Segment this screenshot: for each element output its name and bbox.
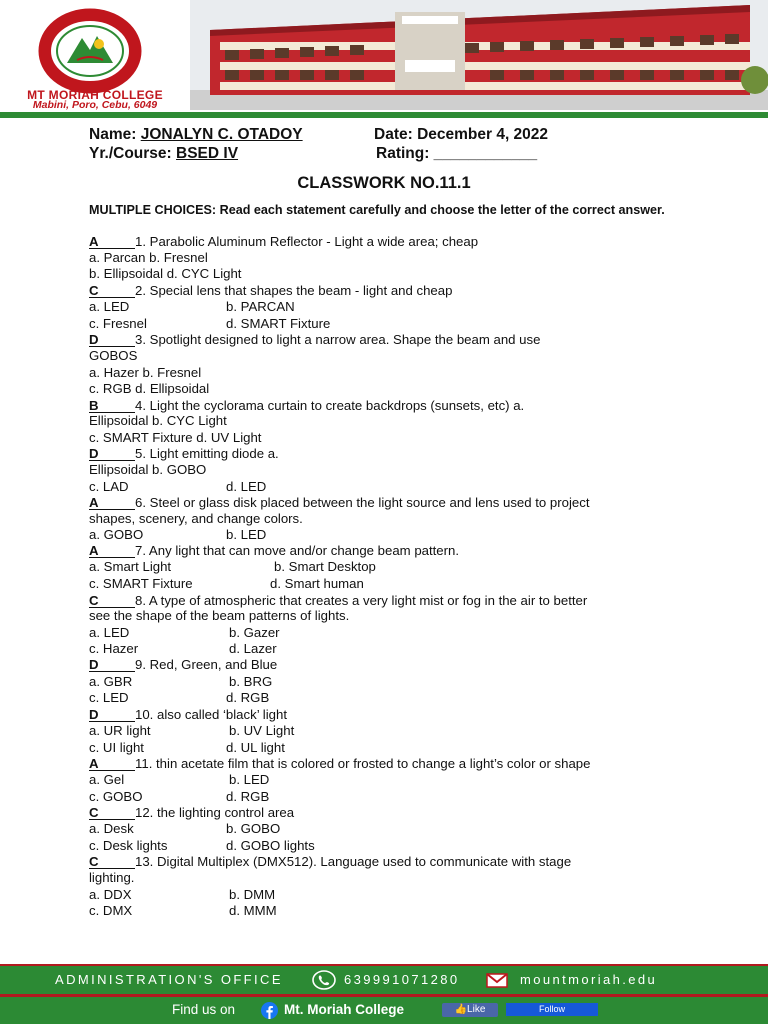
question-text: 7. Any light that can move and/or change beam pattern. <box>135 543 460 558</box>
option: a. GOBO <box>89 527 144 542</box>
answer-10: D <box>89 708 135 722</box>
letterhead <box>0 0 768 118</box>
college-seal-logo <box>37 8 143 94</box>
answer-13: C <box>89 855 135 869</box>
follow-button[interactable]: Follow <box>506 1003 598 1016</box>
answer-9: D <box>89 658 135 672</box>
question-6-cont: shapes, scenery, and change colors. <box>89 511 303 526</box>
question-text: 10. also called ‘black’ light <box>135 707 287 722</box>
question-text: 12. the lighting control area <box>135 805 295 820</box>
question-text: 8. A type of atmospheric that creates a very light mist or fog in the air to better <box>135 593 588 608</box>
college-name: MT MORIAH COLLEGE <box>27 88 163 102</box>
question-text: 9. Red, Green, and Blue <box>135 657 278 672</box>
phone-icon <box>312 970 336 990</box>
instructions: MULTIPLE CHOICES: Read each statement carefully and choose the letter of the correct answer. <box>89 203 665 217</box>
question-10 <box>89 707 287 723</box>
rating-field: Rating: ____________ <box>376 145 538 162</box>
name-label: Name: <box>89 126 137 143</box>
options-4b: c. SMART Fixture d. UV Light <box>89 430 262 445</box>
option: b. BRG <box>229 674 273 689</box>
question-7 <box>89 543 459 559</box>
thumbs-up-icon: 👍 <box>454 1004 468 1015</box>
option: c. UI light <box>89 740 144 755</box>
option: c. GOBO <box>89 789 143 804</box>
name-value: JONALYN C. OTADOY <box>140 126 303 143</box>
options-3a: a. Hazer b. Fresnel <box>89 365 202 380</box>
options-1a: a. Parcan b. Fresnel <box>89 250 208 265</box>
question-11 <box>89 756 590 772</box>
answer-6: A <box>89 496 135 510</box>
option: b. LED <box>226 527 267 542</box>
phone-number: 639991071280 <box>344 972 460 987</box>
answer-3: D <box>89 333 135 347</box>
question-text: 4. Light the cyclorama curtain to create backdrops (sunsets, etc) a. <box>135 398 525 413</box>
question-text: 13. Digital Multiplex (DMX512). Language used to communicate with stage <box>135 854 572 869</box>
option: d. MMM <box>229 903 277 918</box>
question-text: 3. Spotlight designed to light a narrow area. Shape the beam and use <box>135 332 541 347</box>
course-value: BSED IV <box>176 145 239 162</box>
option: c. Desk lights <box>89 838 168 853</box>
college-building-photo <box>190 0 768 110</box>
option: b. PARCAN <box>226 299 295 314</box>
option: a. Gel <box>89 772 125 787</box>
question-3 <box>89 332 540 348</box>
option: a. Desk <box>89 821 134 836</box>
college-logo-area <box>0 0 190 110</box>
question-8 <box>89 593 587 609</box>
answer-11: A <box>89 757 135 771</box>
date-field: Date: December 4, 2022 <box>374 126 549 143</box>
option: b. Gazer <box>229 625 280 640</box>
option: a. DDX <box>89 887 132 902</box>
question-text: 11. thin acetate film that is colored or frosted to change a light’s color or shape <box>135 756 591 771</box>
footer-contact-bar <box>0 966 768 994</box>
question-text: 6. Steel or glass disk placed between the light source and lens used to project <box>135 495 590 510</box>
office-label: ADMINISTRATION'S OFFICE <box>55 972 283 987</box>
facebook-page-name[interactable]: Mt. Moriah College <box>284 1002 405 1017</box>
option: b. DMM <box>229 887 276 902</box>
question-13-cont: lighting. <box>89 870 135 885</box>
answer-2: C <box>89 284 135 298</box>
answer-4: B <box>89 399 135 413</box>
option: b. Smart Desktop <box>274 559 376 574</box>
question-4 <box>89 398 524 414</box>
answer-1: A <box>89 235 135 249</box>
option: d. SMART Fixture <box>226 316 331 331</box>
email-address: mountmoriah.edu <box>520 972 658 987</box>
find-us-label: Find us on <box>172 1002 236 1017</box>
question-text: 2. Special lens that shapes the beam - light and cheap <box>135 283 453 298</box>
option: d. GOBO lights <box>226 838 315 853</box>
option: a. LED <box>89 625 130 640</box>
option: a. Smart Light <box>89 559 172 574</box>
options-1b: b. Ellipsoidal d. CYC Light <box>89 266 242 281</box>
page-title: CLASSWORK NO.11.1 <box>297 174 471 192</box>
option: c. LAD <box>89 479 129 494</box>
facebook-icon[interactable] <box>261 1002 278 1019</box>
option: d. Lazer <box>229 641 277 656</box>
options-4a: Ellipsoidal b. CYC Light <box>89 413 227 428</box>
option: b. GOBO <box>226 821 281 836</box>
question-8-cont: see the shape of the beam patterns of lights. <box>89 608 350 623</box>
options-3b: c. RGB d. Ellipsoidal <box>89 381 210 396</box>
course-field <box>89 146 238 162</box>
option: d. RGB <box>226 690 270 705</box>
answer-7: A <box>89 544 135 558</box>
like-label: Like <box>467 1004 486 1015</box>
question-13 <box>89 854 571 870</box>
like-button[interactable] <box>442 1003 498 1017</box>
answer-12: C <box>89 806 135 820</box>
question-2 <box>89 283 452 299</box>
name-field <box>89 127 303 143</box>
college-address: Mabini, Poro, Cebu, 6049 <box>32 99 158 111</box>
option: c. Hazer <box>89 641 139 656</box>
option: c. Fresnel <box>89 316 147 331</box>
question-9 <box>89 657 277 673</box>
question-text: 5. Light emitting diode a. <box>135 446 279 461</box>
header-green-rule <box>0 112 768 118</box>
option: b. LED <box>229 772 270 787</box>
question-6 <box>89 495 590 511</box>
email-icon <box>486 973 508 988</box>
question-3-cont: GOBOS <box>89 348 138 363</box>
option: d. UL light <box>226 740 285 755</box>
option: d. Smart human <box>270 576 364 591</box>
option: d. LED <box>226 479 267 494</box>
option: a. LED <box>89 299 130 314</box>
answer-5: D <box>89 447 135 461</box>
option: d. RGB <box>226 789 270 804</box>
question-12 <box>89 805 294 821</box>
options-5a: Ellipsoidal b. GOBO <box>89 462 207 477</box>
option: c. SMART Fixture <box>89 576 193 591</box>
option: a. UR light <box>89 723 151 738</box>
footer-social-bar <box>0 997 768 1024</box>
question-5 <box>89 446 279 462</box>
answer-8: C <box>89 594 135 608</box>
question-text: 1. Parabolic Aluminum Reflector - Light a wide area; cheap <box>135 234 479 249</box>
option: b. UV Light <box>229 723 295 738</box>
option: c. LED <box>89 690 129 705</box>
course-label: Yr./Course: <box>89 145 172 162</box>
question-1 <box>89 234 478 250</box>
option: c. DMX <box>89 903 133 918</box>
option: a. GBR <box>89 674 133 689</box>
